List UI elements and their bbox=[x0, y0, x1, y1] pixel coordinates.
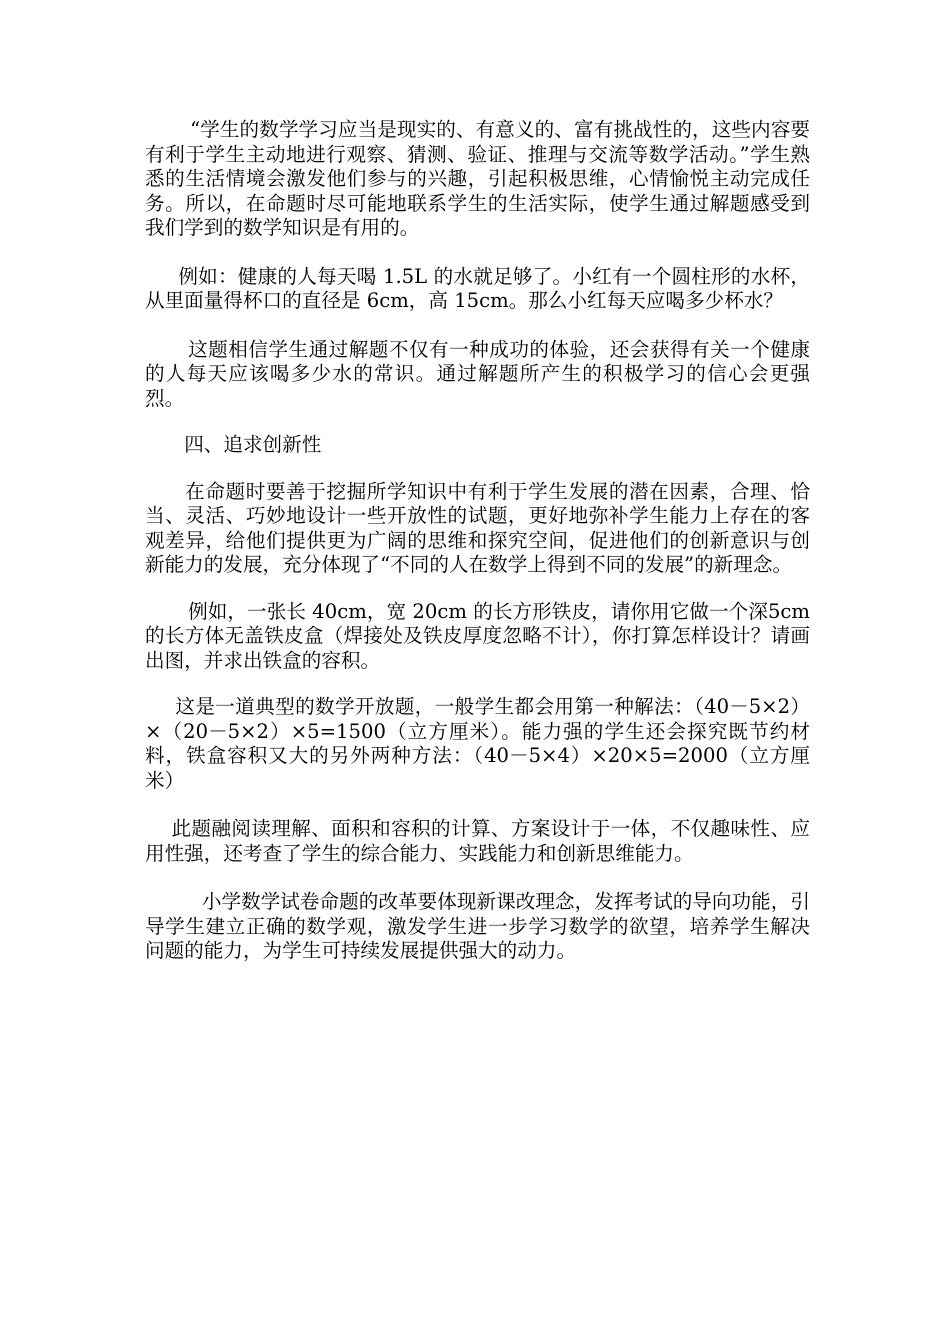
paragraph-innovation: 在命题时要善于挖掘所学知识中有利于学生发展的潜在因素，合理、恰当、灵活、巧妙地设计一些开放性的试题，更好地弥补学生能力上存在的客观差异，给他们提供更为广阔的思维和探究空间，促进他们的创新意识与创新能力的发展，充分体现了“不同的人在数学上得到不同的发展”的新理念。 bbox=[145, 479, 810, 576]
paragraph-iron-box-example: 例如，一张长 40cm，宽 20cm 的长方形铁皮，请你用它做一个深5cm 的长方体无盖铁皮盒（焊接处及铁皮厚度忽略不计），你打算怎样设计？请画出图，并求出铁盒的容积。 bbox=[145, 599, 810, 672]
paragraph-water-commentary: 这题相信学生通过解题不仅有一种成功的体验，还会获得有关一个健康的人每天应该喝多少水的常识。通过解题所产生的积极学习的信心会更强烈。 bbox=[145, 337, 810, 410]
paragraph-realistic-math: “学生的数学学习应当是现实的、有意义的、富有挑战性的，这些内容要有利于学生主动地进行观察、猜测、验证、推理与交流等数学活动。”学生熟悉的生活情境会激发他们参与的兴趣，引起积极思维，心情愉悦主动完成任务。所以，在命题时尽可能地联系学生的生活实际，使学生通过解题感受到我们学到的数学知识是有用的。 bbox=[145, 118, 810, 239]
document-body bbox=[145, 118, 810, 964]
paragraph-conclusion: 小学数学试卷命题的改革要体现新课改理念，发挥考试的导向功能，引导学生建立正确的数学观，激发学生进一步学习数学的欲望，培养学生解决问题的能力，为学生可持续发展提供强大的动力。 bbox=[145, 890, 810, 962]
section-heading-innovation: 四、追求创新性 bbox=[184, 433, 322, 456]
paragraph-problem-value: 此题融阅读理解、面积和容积的计算、方案设计于一体，不仅趣味性、应用性强，还考查了学生的综合能力、实践能力和创新思维能力。 bbox=[145, 817, 810, 865]
paragraph-open-problem-solution: 这是一道典型的数学开放题，一般学生都会用第一种解法：（40－5×2）×（20－5×2）×5=1500（立方厘米）。能力强的学生还会探究既节约材料，铁盒容积又大的另外两种方法：（40－5×4）×20×5=2000（立方厘米） bbox=[145, 695, 810, 792]
paragraph-water-example: 例如：健康的人每天喝 1.5L 的水就足够了。小红有一个圆柱形的水杯，从里面量得杯口的直径是 6cm，高 15cm。那么小红每天应喝多少杯水？ bbox=[145, 264, 810, 312]
